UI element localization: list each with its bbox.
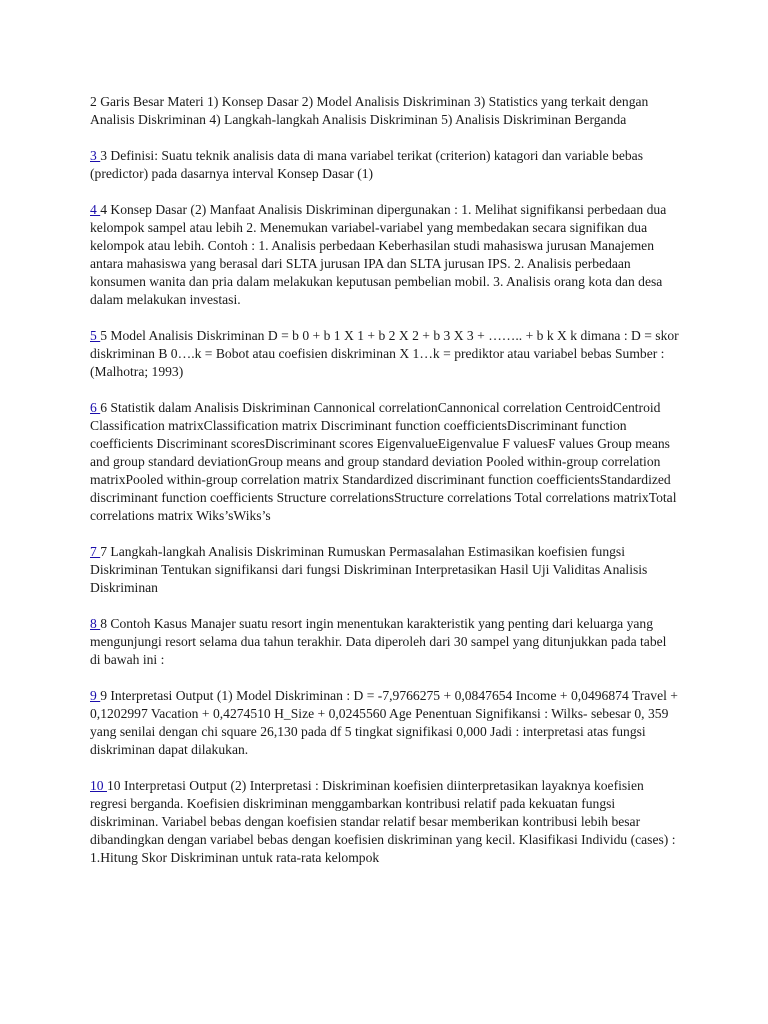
paragraph-text: 6 Statistik dalam Analisis Diskriminan Cannonical correlationCannonical correlation CentroidCentroid Classification matrixClassification matrix Discriminant function coefficientsDiscriminant function coefficients Discriminant scoresDiscriminant scores EigenvalueEigenvalue F valuesF values Group means and group standard deviationGroup means and group standard deviation Pooled within-group correlation matrixPooled within-group correlation matrix Standardized discriminant function coefficientsStandardized discriminant function coefficients Structure correlationsStructure correlations Total correlations matrixTotal correlations matrix Wiks’sWiks’s (90, 400, 677, 523)
slide-link-9[interactable]: 9 (90, 688, 101, 703)
paragraph-text: 3 Definisi: Suatu teknik analisis data di mana variabel terikat (criterion) katagori dan variable bebas (predictor) pada dasarnya interval Konsep Dasar (1) (90, 148, 644, 181)
paragraph-slide-3 (90, 147, 680, 183)
paragraph-slide-4 (90, 201, 680, 309)
slide-link-3[interactable]: 3 (90, 148, 101, 163)
paragraph-slide-7 (90, 543, 680, 597)
paragraph-text: 9 Interpretasi Output (1) Model Diskriminan : D = -7,9766275 + 0,0847654 Income + 0,0496874 Travel + 0,1202997 Vacation + 0,4274510 H_Size + 0,0245560 Age Penentuan Signifikansi : Wilks- sebesar 0, 359 yang senilai dengan chi square 26,130 pada df 5 tingkat signifikasi 0,000 Jadi : interpretasi atas fungsi diskriminan dapat dilakukan. (90, 688, 678, 757)
paragraph-text: 2 Garis Besar Materi 1) Konsep Dasar 2) Model Analisis Diskriminan 3) Statistics yang terkait dengan Analisis Diskriminan 4) Langkah-langkah Analisis Diskriminan 5) Analisis Diskriminan Berganda (90, 94, 649, 127)
slide-link-5[interactable]: 5 (90, 328, 101, 343)
paragraph-text: 4 Konsep Dasar (2) Manfaat Analisis Diskriminan dipergunakan : 1. Melihat signifikansi perbedaan dua kelompok sampel atau lebih 2. Menemukan variabel-variabel yang membedakan secara signifikan dua kelompok atau lebih. Contoh : 1. Analisis perbedaan Keberhasilan studi mahasiswa jurusan Manajemen antara mahasiswa yang berasal dari SLTA jurusan IPA dan SLTA jurusan IPS. 2. Analisis perbedaan konsumen wanita dan pria dalam melakukan keputusan pembelian mobil. 3. Analisis orang kota dan desa dalam melakukan investasi. (90, 202, 667, 307)
slide-link-4[interactable]: 4 (90, 202, 101, 217)
slide-link-10[interactable]: 10 (90, 778, 107, 793)
paragraph-outline (90, 93, 680, 129)
paragraph-slide-9 (90, 687, 680, 759)
slide-link-6[interactable]: 6 (90, 400, 101, 415)
paragraph-text: 10 Interpretasi Output (2) Interpretasi : Diskriminan koefisien diinterpretasikan layaknya koefisien regresi berganda. Koefisien diskriminan menggambarkan kontribusi relatif pada kekuatan fungsi diskriminan. Variabel bebas dengan koefisien standar relatif besar memberikan kontribusi lebih besar dibandingkan dengan variabel bebas dengan koefisien diskriminan yang kecil. Klasifikasi Individu (cases) : 1.Hitung Skor Diskriminan untuk rata-rata kelompok (90, 778, 676, 865)
paragraph-text: 8 Contoh Kasus Manajer suatu resort ingin menentukan karakteristik yang penting dari keluarga yang mengunjungi resort selama dua tahun terakhir. Data diperoleh dari 30 sampel yang ditunjukkan pada tabel di bawah ini : (90, 616, 667, 667)
slide-link-8[interactable]: 8 (90, 616, 101, 631)
document-body (90, 93, 680, 885)
paragraph-slide-6 (90, 399, 680, 525)
paragraph-slide-5 (90, 327, 680, 381)
paragraph-text: 5 Model Analisis Diskriminan D = b 0 + b 1 X 1 + b 2 X 2 + b 3 X 3 + …….. + b k X k dimana : D = skor diskriminan B 0….k = Bobot atau coefisien diskriminan X 1…k = prediktor atau variabel bebas Sumber : (Malhotra; 1993) (90, 328, 679, 379)
slide-link-7[interactable]: 7 (90, 544, 101, 559)
paragraph-slide-10 (90, 777, 680, 867)
paragraph-text: 7 Langkah-langkah Analisis Diskriminan Rumuskan Permasalahan Estimasikan koefisien fungsi Diskriminan Tentukan signifikansi dari fungsi Diskriminan Interpretasikan Hasil Uji Validitas Analisis Diskriminan (90, 544, 648, 595)
paragraph-slide-8 (90, 615, 680, 669)
